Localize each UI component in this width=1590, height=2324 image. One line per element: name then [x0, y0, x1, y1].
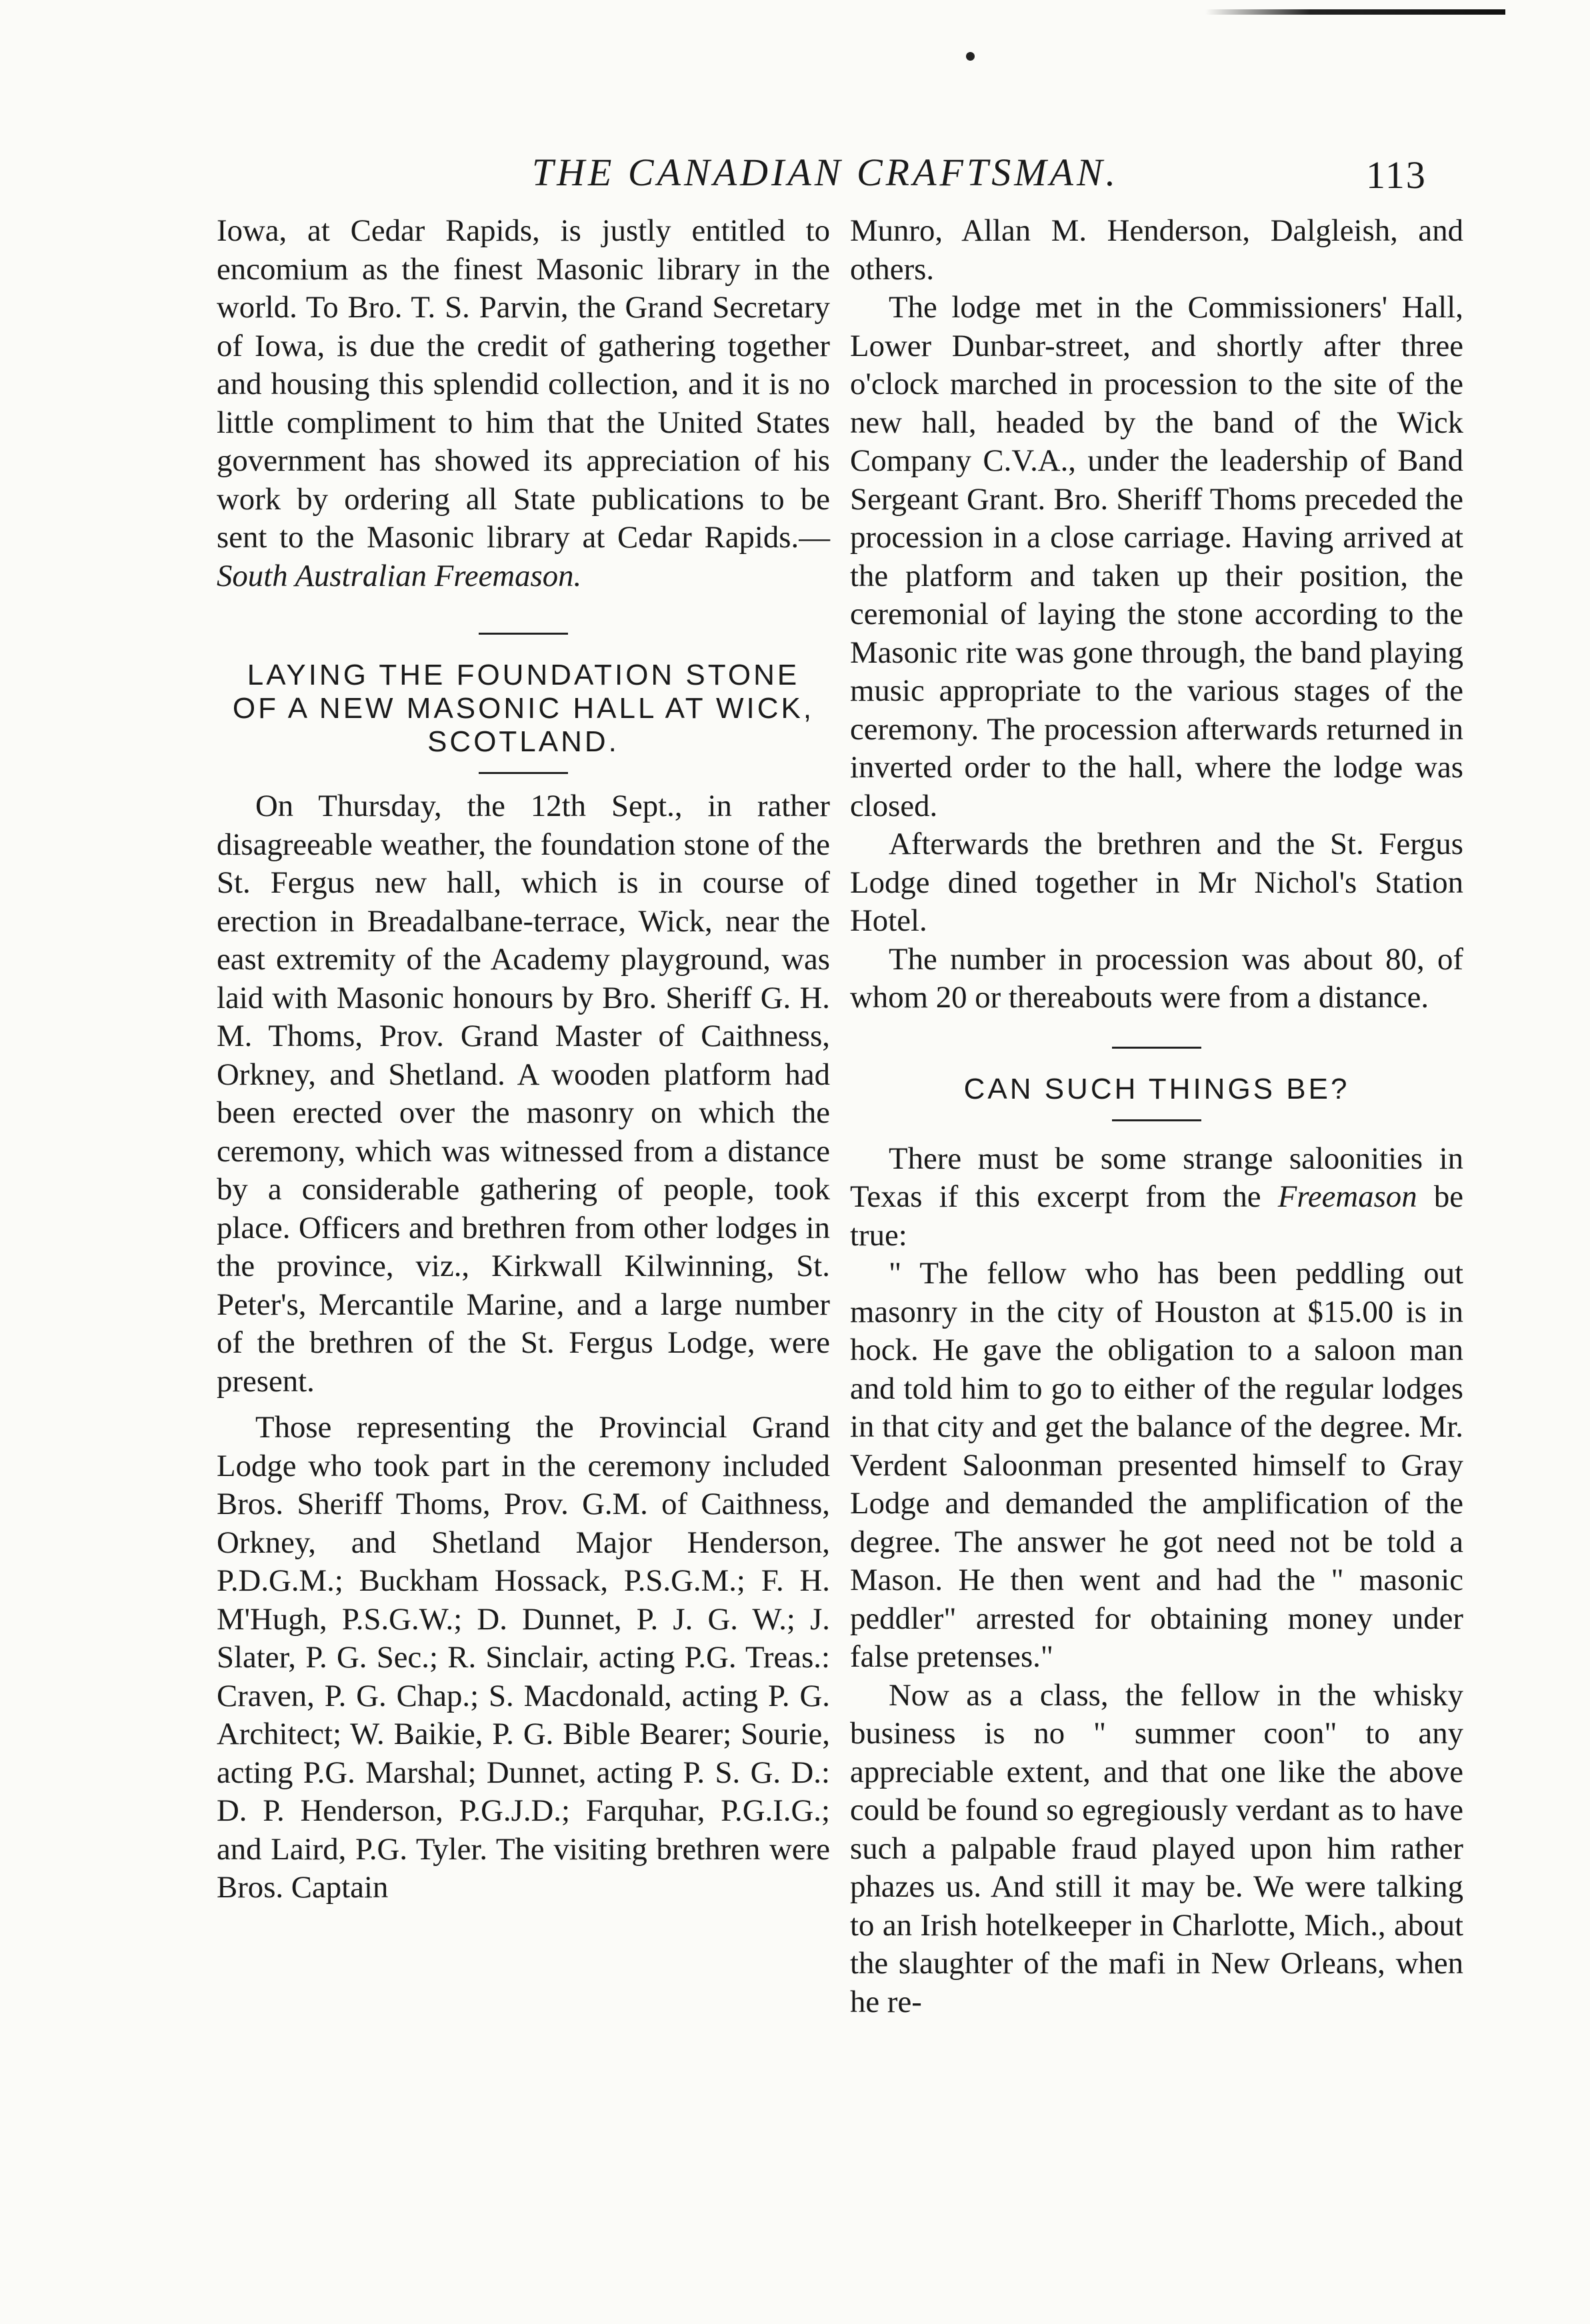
- divider: [479, 772, 568, 774]
- paragraph-commentary: Now as a class, the fellow in the whisky business is no " summer coon" to any appreciable extent, and that one like the above could be found so egregiously verdant as to have such a palpable fraud played upon him rather phazes us. And still it may be. We were talking to an Irish hotelkeeper in Charlotte, Mich., about the slaughter of the mafi in New Orleans, when he re-: [850, 1677, 1463, 2019]
- paragraph-procession: The lodge met in the Commissioners' Hall, Lower Dunbar-street, and shortly after three o'clock marched in procession to the site of the new hall, headed by the band of the Wick Company C.V.A., under the leadership of Band Sergeant Grant. Bro. Sheriff Thoms preceded the procession in a close carriage. Having arrived at the platform and taken up their position, the ceremonial of laying the stone according to the Masonic rite was gone through, the band playing music appropriate to the various stages of the ceremony. The procession afterwards returned in inverted order to the hall, where the lodge was closed.: [850, 290, 1463, 823]
- right-column: [850, 212, 1463, 2021]
- divider: [1112, 1119, 1201, 1121]
- top-rule: [1205, 9, 1505, 15]
- paragraph-representatives: Those representing the Provincial Grand Lodge who took part in the ceremony included Bros. Sheriff Thoms, Prov. G.M. of Caithness, Orkney, and Shetland Major Henderson, P.D.G.M.; Buckham Hossack, P.S.G.M.; F. H. M'Hugh, P.S.G.W.; D. Dunnet, P. J. G. W.; J. Slater, P. G. Sec.; R. Sinclair, acting P.G. Treas.: Craven, P. G. Chap.; S. Macdonald, acting P. G. Architect; W. Baikie, P. G. Bible Bearer; Sourie, acting P.G. Marshal; Dunnet, acting P. S. G. D.: D. P. Henderson, P.G.J.D.; Farquhar, P.G.I.G.; and Laird, P.G. Tyler. The visiting brethren were Bros. Captain: [217, 1410, 830, 1905]
- article-heading-wick: LAYING THE FOUNDATION STONE OF A NEW MASONIC HALL AT WICK, SCOTLAND.: [232, 659, 815, 758]
- paragraph-saloonities: There must be some strange saloonities in Texas if this excerpt from the Freemason be true:: [850, 1141, 1463, 1253]
- article-heading-texas: CAN SUCH THINGS BE?: [963, 1072, 1350, 1105]
- paragraph-foundation: On Thursday, the 12th Sept., in rather disagreeable weather, the foundation stone of the St. Fergus new hall, which is in course of erection in Breadalbane-terrace, Wick, near the east extremity of the Academy playground, was laid with Masonic honours by Bro. Sheriff G. H. M. Thoms, Prov. Grand Master of Caithness, Orkney, and Shetland. A wooden platform had been erected over the masonry on which the ceremony, which was witnessed from a distance by a considerable gathering of people, took place. Officers and brethren from other lodges in the province, viz., Kirkwall Kilwinning, St. Peter's, Mercantile Marine, and a large number of the brethren of the St. Fergus Lodge, were present.: [217, 789, 830, 1399]
- running-title: THE CANADIAN CRAFTSMAN.: [531, 151, 1119, 194]
- left-column: [217, 212, 830, 1907]
- paragraph-number: The number in procession was about 80, of whom 20 or thereabouts were from a distance.: [850, 941, 1463, 1015]
- paragraph-continued: Munro, Allan M. Henderson, Dalgleish, and others.: [850, 213, 1463, 287]
- source-freemason: Freemason: [1277, 1179, 1417, 1214]
- ink-dot: [966, 52, 975, 61]
- paragraph-dinner: Afterwards the brethren and the St. Fergus Lodge dined together in Mr Nichol's Station Hotel.: [850, 827, 1463, 938]
- source-credit: South Australian Freemason.: [217, 558, 582, 593]
- divider: [1112, 1047, 1201, 1049]
- paragraph-library: Iowa, at Cedar Rapids, is justly entitled to encomium as the finest Masonic library in the world. To Bro. T. S. Parvin, the Grand Secretary of Iowa, is due the credit of gathering together and housing this splendid collection, and it is no little compliment to him that the United States government has showed its appreciation of his work by ordering all State publications to be sent to the Masonic library at Cedar Rapids.—South Australian Freemason.: [217, 213, 830, 593]
- page-number: 113: [1366, 153, 1427, 197]
- divider: [479, 633, 568, 635]
- paragraph-quote: " The fellow who has been peddling out masonry in the city of Houston at $15.00 is in hock. He gave the obligation to a saloon man and told him to go to either of the regular lodges in that city and get the balance of the degree. Mr. Verdent Saloonman presented himself to Gray Lodge and demanded the amplification of the degree. The answer he got need not be told a Mason. He then went and had the " masonic peddler" arrested for obtaining money under false pretenses.": [850, 1256, 1463, 1674]
